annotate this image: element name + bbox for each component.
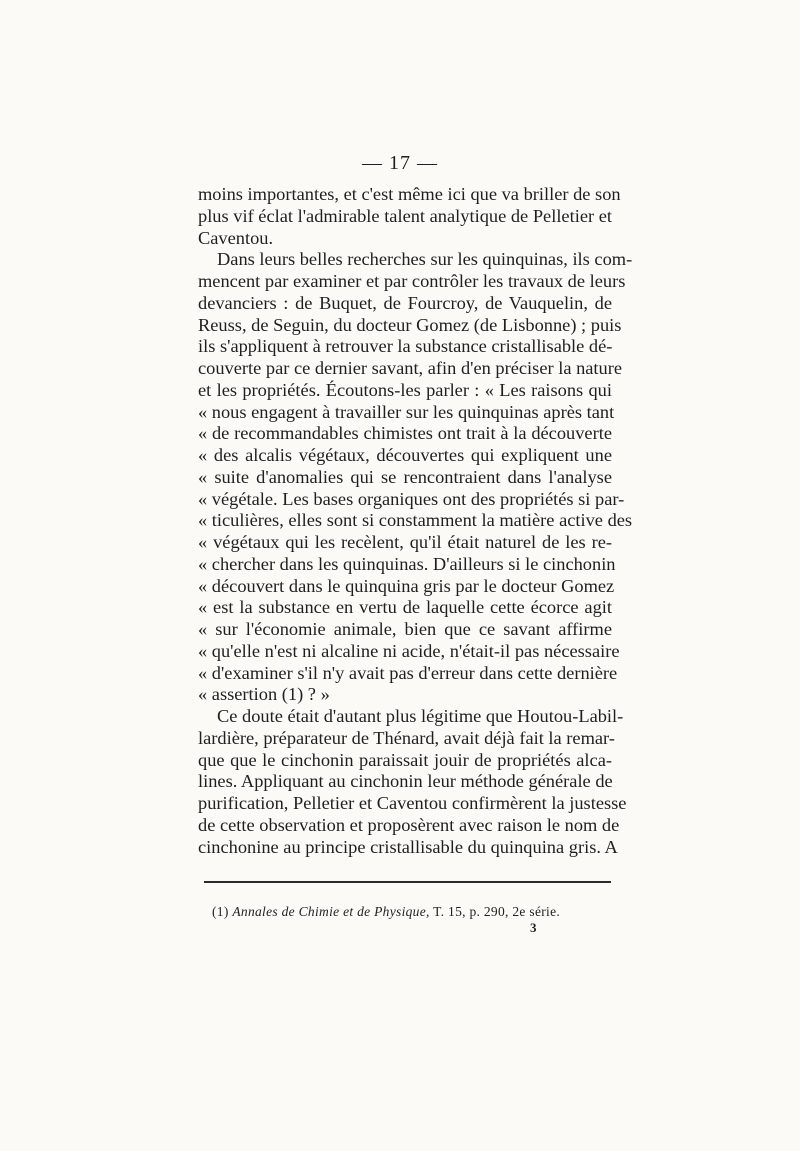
text-line: « de recommandables chimistes ont trait à la découverte: [198, 423, 612, 444]
text-line: mencent par examiner et par contrôler les travaux de leurs: [198, 271, 626, 291]
text-line: « découvert dans le quinquina gris par le docteur Gomez: [198, 575, 615, 596]
footnote-details: T. 15, p. 290, 2e série.: [433, 904, 561, 919]
text-line: « chercher dans les quinquinas. D'ailleurs si le cinchonin: [198, 553, 616, 574]
text-line: « végétaux qui les recèlent, qu'il était naturel de les re-: [198, 532, 612, 552]
text-line: devanciers : de Buquet, de Fourcroy, de Vauquelin, de: [198, 292, 612, 313]
text-line: couverte par ce dernier savant, afin d'en préciser la nature: [198, 358, 623, 378]
text-line: Caventou.: [198, 227, 274, 248]
text-line: lines. Appliquant au cinchonin leur méthode générale de: [198, 771, 613, 792]
signature-mark: 3: [530, 920, 537, 935]
text-line: « sur l'économie animale, bien que ce savant affirme: [198, 619, 612, 639]
text-line: Dans leurs belles recherches sur les quinquinas, ils com-: [217, 249, 633, 270]
text-line: que que le cinchonin paraissait jouir de propriétés alca-: [198, 749, 612, 770]
text-line: « des alcalis végétaux, découvertes qui expliquent une: [198, 445, 612, 465]
text-line: Ce doute était d'autant plus légitime que Houtou-Labil-: [217, 706, 624, 726]
text-line: Reuss, de Seguin, du docteur Gomez (de Lisbonne) ; puis: [198, 314, 622, 335]
footnote-divider: [204, 881, 611, 883]
text-line: lardière, préparateur de Thénard, avait déjà fait la remar-: [198, 727, 615, 748]
footnote-source: Annales de Chimie et de Physique,: [232, 904, 430, 919]
text-line: « est la substance en vertu de laquelle cette écorce agit: [198, 597, 612, 618]
text-line: plus vif éclat l'admirable talent analytique de Pelletier et: [198, 205, 612, 226]
text-line: « suite d'anomalies qui se rencontraient dans l'analyse: [198, 466, 612, 487]
text-line: « nous engagent à travailler sur les quinquinas après tant: [198, 401, 615, 422]
text-line: « d'examiner s'il n'y avait pas d'erreur dans cette dernière: [198, 662, 618, 683]
body-text: [198, 184, 633, 858]
text-line: « assertion (1) ? »: [198, 684, 330, 705]
text-line: « ticulières, elles sont si constamment la matière active des: [198, 510, 633, 531]
footnote-marker: (1): [212, 904, 229, 919]
text-line: moins importantes, et c'est même ici que va briller de son: [198, 184, 621, 204]
footnote: [212, 904, 560, 920]
text-line: de cette observation et proposèrent avec raison le nom de: [198, 814, 620, 835]
text-line: ils s'appliquent à retrouver la substance cristallisable dé-: [198, 336, 613, 357]
text-line: « végétale. Les bases organiques ont des propriétés si par-: [198, 488, 625, 509]
text-line: et les propriétés. Écoutons-les parler : « Les raisons qui: [198, 379, 612, 400]
text-line: « qu'elle n'est ni alcaline ni acide, n'était-il pas nécessaire: [198, 640, 620, 661]
text-line: purification, Pelletier et Caventou confirmèrent la justesse: [198, 793, 627, 813]
text-line: cinchonine au principe cristallisable du quinquina gris. A: [198, 836, 618, 857]
page-number: — 17 —: [362, 152, 438, 174]
